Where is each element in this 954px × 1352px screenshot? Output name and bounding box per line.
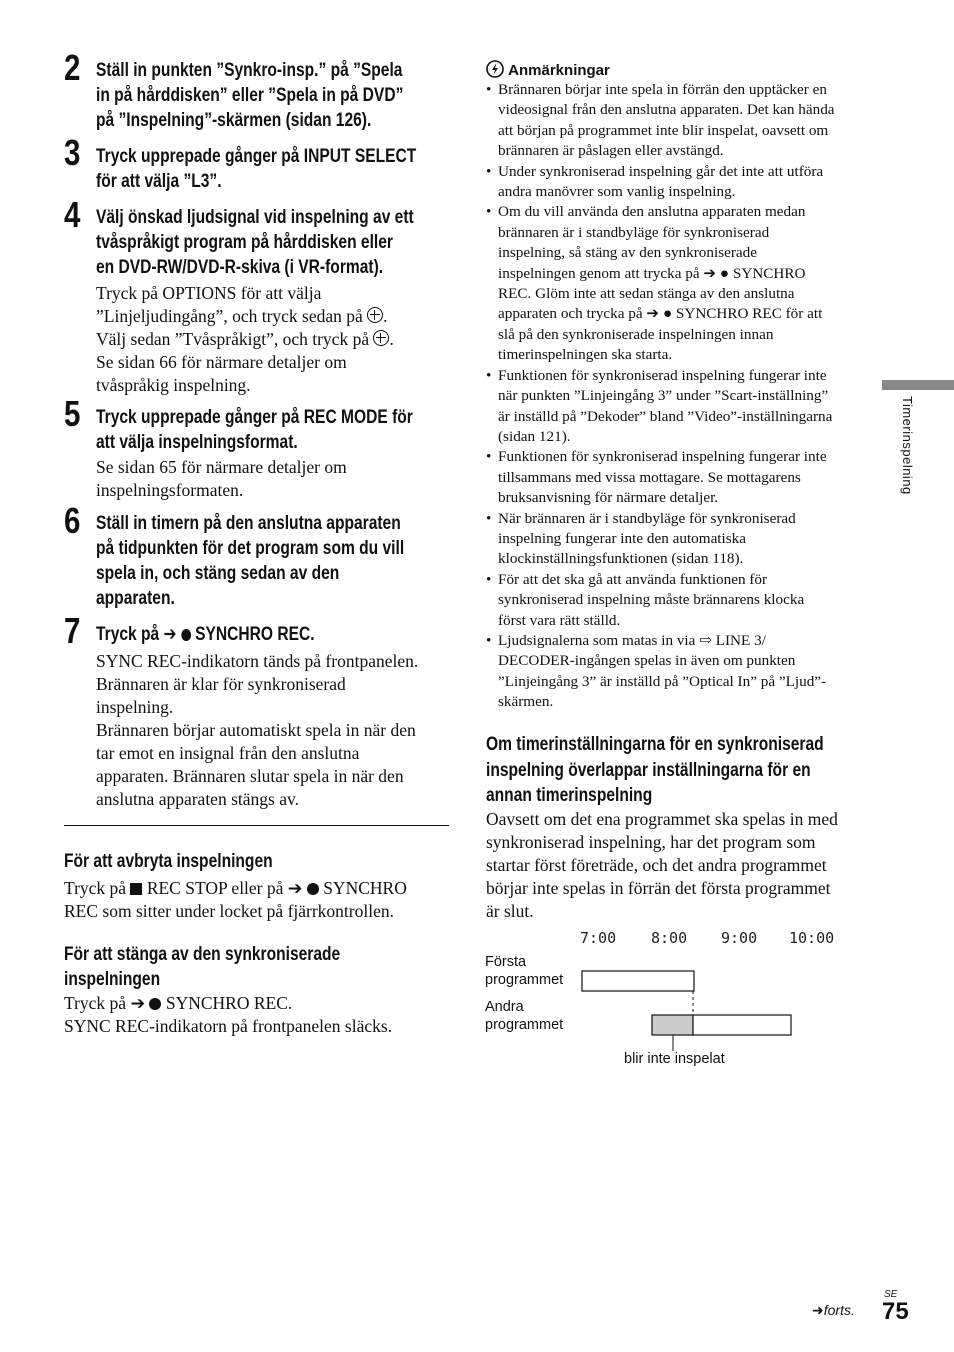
note-line: videosignal från den anslutna apparaten. Det kan hända (498, 101, 835, 119)
side-tab-bar (882, 380, 954, 390)
step-7-title-text: Tryck på (96, 624, 160, 645)
note-line: REC. Glöm inte att sedan stänga av den anslutna (498, 285, 795, 303)
step-5-body-line: Se sidan 65 för närmare detaljer om (96, 457, 347, 477)
arrow-icon: ➔ (130, 993, 146, 1013)
enter-button-icon (367, 307, 383, 323)
step-7-body-line: Brännaren börjar automatiskt spela in när den (96, 720, 416, 740)
overlap-body-line: börjar inte spelas in förrän det första programmet (486, 878, 831, 898)
overlap-heading (486, 732, 898, 809)
timeline-bars (570, 960, 810, 1055)
note-line: • Brännaren börjar inte spela in förrän den upptäcker en (498, 81, 827, 98)
stop-heading (64, 851, 318, 873)
note-line: • Ljudsignalerna som matas in via ⇨ LINE 3/ (498, 631, 766, 649)
note-line: apparaten och trycka på ➔ ● SYNCHRO REC för att (498, 305, 823, 323)
step-7-title (96, 622, 363, 647)
step-7-body-line: anslutna apparaten stängs av. (96, 789, 299, 809)
note-item (486, 447, 871, 508)
note-line: synkroniserad inspelning måste brännarens klocka (498, 591, 805, 609)
step-2-title-line: på ”Inspelning”-skärmen (sidan 126). (96, 110, 372, 131)
note-line: andra manövrer som vanlig inspelning. (498, 183, 736, 201)
note-line: DECODER-ingången spelas in även om punkten (498, 652, 796, 670)
note-line: att början på programmet inte blir inspelat, oavsett om (498, 121, 829, 139)
side-tab-label: Timerinspelning (900, 396, 915, 495)
section-divider (64, 825, 449, 826)
note-line: inspelning, så stäng av den synkroniserade (498, 244, 757, 262)
off-heading-line: inspelningen (64, 969, 161, 990)
off-body-text: SYNCHRO REC. (165, 993, 293, 1013)
note-line: skärmen. (498, 693, 554, 711)
stop-square-icon (130, 883, 142, 895)
step-4-body-line: ”Linjeljudingång”, och tryck sedan på (96, 306, 363, 326)
note-item (486, 162, 871, 203)
row1-label-line: Första (485, 954, 527, 970)
step-6-title-line: spela in, och stäng sedan av den (96, 563, 340, 584)
step-7-body-line: apparaten. Brännaren slutar spela in när den (96, 766, 404, 786)
continued-note (812, 1302, 855, 1319)
step-5-body-line: inspelningsformaten. (96, 480, 244, 500)
step-4-number: 4 (64, 194, 81, 235)
step-7-body-line: inspelning. (96, 697, 174, 717)
note-item (486, 80, 871, 162)
program2-skipped-segment (652, 1015, 693, 1035)
overlap-heading-line: inspelning överlappar inställningarna för en (486, 759, 811, 781)
step-5-title-line: att välja inspelningsformat. (96, 432, 298, 453)
step-4-title-line: tvåspråkigt program på hårddisken eller (96, 232, 393, 253)
note-item (486, 570, 871, 631)
stop-body-text: REC STOP eller på (146, 878, 284, 898)
step-4-body-line: Tryck på OPTIONS för att välja (96, 283, 322, 303)
notes-bolt-icon (486, 60, 504, 78)
note-line: bruksanvisning för närmare detaljer. (498, 489, 719, 507)
off-heading-line: För att stänga av den synkroniserade (64, 944, 341, 965)
synchro-rec-dot-icon (181, 629, 191, 641)
note-line: brännaren är påslagen eller avstängd. (498, 142, 724, 160)
overlap-heading-line: annan timerinspelning (486, 785, 653, 806)
synchro-rec-dot-icon (149, 998, 161, 1010)
continued-text: forts. (823, 1302, 855, 1318)
callout-label: blir inte inspelat (624, 1051, 725, 1067)
language-code: SE (884, 1289, 898, 1300)
program2-bar (693, 1015, 791, 1035)
step-7-number: 7 (64, 610, 81, 651)
notes-header (486, 60, 610, 79)
stop-body-text: SYNCHRO (323, 878, 407, 898)
note-line: • Funktionen för synkroniserad inspelning fungerar inte (498, 366, 827, 384)
note-item (486, 366, 871, 448)
step-3-title-line: för att välja ”L3”. (96, 171, 222, 192)
arrow-icon: ➜ (812, 1302, 824, 1318)
overlap-body-line: är slut. (486, 901, 534, 921)
tick-label: 9:00 (721, 929, 758, 947)
stop-body (64, 877, 464, 923)
note-line: ”Linjeingång 3” är inställd på ”Optical In” på ”Ljud”- (498, 672, 827, 690)
step-5-body (96, 456, 456, 502)
note-line: inspelning fungerar inte den automatiska (498, 529, 746, 547)
overlap-body (486, 808, 886, 923)
arrow-icon: ➔ (163, 624, 177, 645)
off-body-text: Tryck på (64, 993, 127, 1013)
off-body (64, 992, 464, 1038)
note-item (486, 631, 871, 713)
program1-bar (582, 971, 694, 991)
note-item (486, 202, 871, 365)
step-2-title-line: in på hårddisken” eller ”Spela in på DVD” (96, 85, 404, 106)
step-3-title (96, 144, 487, 194)
note-line: • Under synkroniserad inspelning går det inte att utföra (498, 162, 824, 180)
off-body-line: SYNC REC-indikatorn på frontpanelen släcks. (64, 1016, 393, 1036)
tick-label: 7:00 (580, 929, 617, 947)
synchro-rec-dot-icon (307, 883, 319, 895)
page-number: 75 (882, 1298, 909, 1325)
note-line: när punkten ”Linjeingång 3” under ”Scart-inställning” (498, 387, 829, 405)
step-4-body-line: Se sidan 66 för närmare detaljer om (96, 352, 347, 372)
note-line: • För att det ska gå att använda funktionen för (498, 570, 768, 588)
note-line: timerinspelningen ska starta. (498, 346, 673, 364)
step-4-body-line: tvåspråkig inspelning. (96, 375, 251, 395)
note-line: • När brännaren är i standbyläge för synkroniserad (498, 509, 796, 527)
step-4-title (96, 205, 483, 280)
step-6-number: 6 (64, 500, 81, 541)
note-line: slå på den synkroniserade inspelningen innan (498, 325, 774, 343)
step-4-body (96, 282, 456, 397)
overlap-body-line: Oavsett om det ena programmet ska spelas in med (486, 809, 838, 829)
step-2-title (96, 58, 471, 133)
step-7-body-line: tar emot en insignal från den anslutna (96, 743, 360, 763)
note-line: • Om du vill använda den anslutna apparaten medan (498, 203, 806, 221)
notes-title: Anmärkningar (508, 62, 610, 79)
row1-label (485, 953, 563, 989)
step-5-number: 5 (64, 393, 81, 434)
overlap-body-line: startar först företräde, och det andra programmet (486, 855, 827, 875)
note-line: först vara rätt ställd. (498, 611, 621, 629)
step-6-title-line: apparaten. (96, 588, 175, 609)
stop-body-text: Tryck på (64, 878, 127, 898)
step-5-title (96, 405, 482, 455)
note-line: tillsammans med vissa mottagare. Se mottagarens (498, 468, 801, 486)
note-line: klockinställningsfunktionen (sidan 118). (498, 550, 744, 568)
note-line: (sidan 121). (498, 427, 571, 445)
step-7-body-line: Brännaren är klar för synkroniserad (96, 674, 346, 694)
note-line: inspelningen genom att trycka på ➔ ● SYNCHRO (498, 264, 806, 282)
step-3-number: 3 (64, 132, 81, 173)
row2-label-line: Andra (485, 999, 524, 1015)
notes-list (486, 80, 871, 713)
off-heading (64, 942, 401, 992)
tick-label: 10:00 (789, 929, 835, 947)
note-line: • Funktionen för synkroniserad inspelning fungerar inte (498, 448, 827, 466)
step-2-title-line: Ställ in punkten ”Synkro-insp.” på ”Spela (96, 60, 403, 81)
step-7-body-line: SYNC REC-indikatorn tänds på frontpanelen. (96, 651, 419, 671)
note-line: är inställd på ”Dekoder” bland ”Video”-inställningarna (498, 407, 833, 425)
overlap-body-line: synkroniserad inspelning, har det program som (486, 832, 816, 852)
step-5-title-line: Tryck upprepade gånger på REC MODE för (96, 407, 413, 428)
enter-button-icon (373, 330, 389, 346)
row2-label-line: programmet (485, 1017, 564, 1033)
step-4-title-line: en DVD-RW/DVD-R-skiva (i VR-format). (96, 257, 384, 278)
arrow-icon: ➔ (287, 878, 303, 898)
step-7-title-text: SYNCHRO REC. (195, 624, 315, 645)
row1-label-line: programmet (485, 972, 564, 988)
step-2-number: 2 (64, 47, 81, 88)
step-6-title-line: Ställ in timern på den anslutna apparaten (96, 513, 401, 534)
step-6-title-line: på tidpunkten för det program som du vill (96, 538, 405, 559)
step-7-body (96, 650, 456, 811)
stop-heading-text: För att avbryta inspelningen (64, 851, 273, 872)
step-4-title-line: Välj önskad ljudsignal vid inspelning av ett (96, 207, 414, 228)
tick-label: 8:00 (651, 929, 688, 947)
step-4-body-punct: . (383, 306, 388, 326)
note-item (486, 509, 871, 570)
step-3-title-line: Tryck upprepade gånger på INPUT SELECT (96, 146, 417, 167)
overlap-heading-line: Om timerinställningarna för en synkroniserad (486, 734, 824, 755)
row2-label (485, 998, 563, 1034)
stop-body-line: REC som sitter under locket på fjärrkontrollen. (64, 901, 394, 921)
step-4-body-punct: . (389, 329, 394, 349)
note-line: brännaren är i standbyläge för synkroniserad (498, 223, 770, 241)
step-6-title (96, 511, 472, 611)
step-4-body-line: Välj sedan ”Tvåspråkigt”, och tryck på (96, 329, 370, 349)
